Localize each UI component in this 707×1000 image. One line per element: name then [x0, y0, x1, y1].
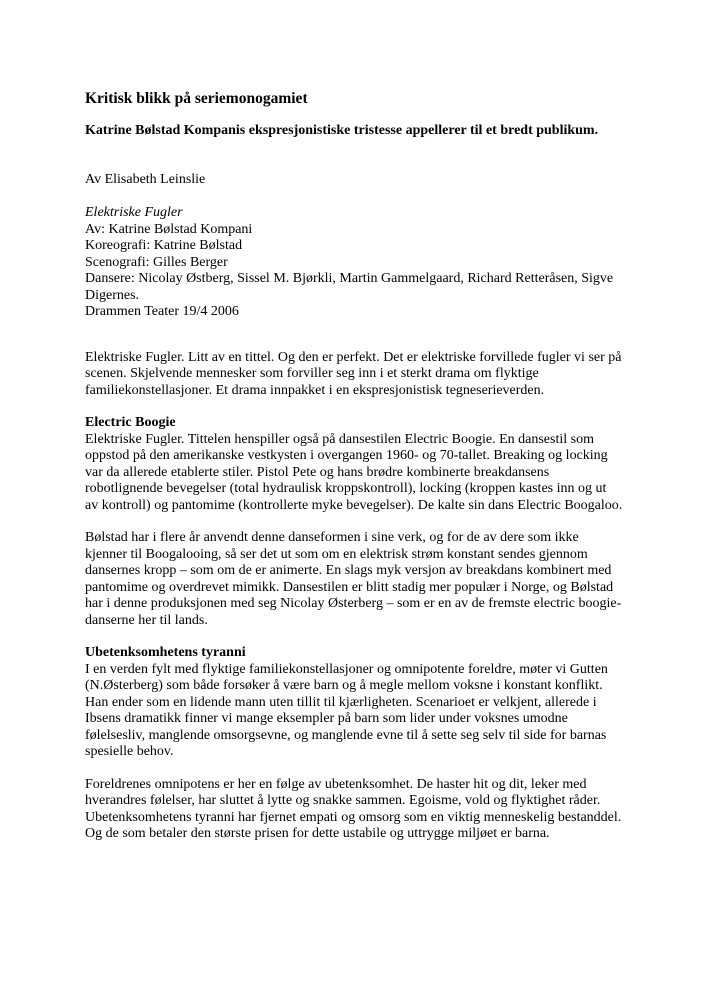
section-paragraph: Elektriske Fugler. Tittelen henspiller også på dansestilen Electric Boogie. En dansestil som oppstod på den amerikanske vestkysten i overgangen 1960- og 70-tallet. Breaking og locking var da allerede etablerte stiler. Pistol Pete og hans brødre kombinerte breakdansens robotlignende bevegelser (total hydraulisk kroppskontroll), locking (kroppen kastes inn og ut av kontroll) og pantomime (kontrollerte myke bevegelser). De kalte sin dans Electric Boogaloo. [85, 431, 623, 513]
section-heading-ubetenksomhetens-tyranni: Ubetenksomhetens tyranni [85, 645, 246, 660]
section-paragraph: Bølstad har i flere år anvendt denne danseformen i sine verk, og for de av dere som ikke kjenner til Boogalooing, så ser det ut som om en elektrisk strøm konstant sendes gjennom dansernes kropp – som om de er animerte. En slags myk versjon av breakdans kombinert med pantomime og overdrevet mimikk. Dansestilen er blitt stadig mer populær i Norge, og Bølstad har i denne produksjonen med seg Nicolay Østerberg – som er en av de fremste electric boogie-danserne her til lands. [85, 530, 622, 628]
article-byline: Av Elisabeth Leinslie [85, 171, 206, 187]
credits-scenography: Scenografi: Gilles Berger [85, 254, 228, 270]
credits-choreography: Koreografi: Katrine Bølstad [85, 238, 243, 253]
section-ubetenksomhetens-tyranni [85, 645, 623, 843]
section-paragraph: I en verden fylt med flyktige familiekonstellasjoner og omnipotente foreldre, møter vi Gutten (N.Østerberg) som både forsøker å være barn og å megle mellom voksne i konstant konflikt. Han ender som en lidende mann uten tillit til kjærligheten. Scenarioet er velkjent, allerede i Ibsens dramatikk finner vi mange eksempler på barn som lider under voksnes umodne følelsesliv, manglende omsorgsevne, og manglende evne til å sette seg selv til side for barnas spesielle behov. [85, 661, 608, 759]
article-subtitle: Katrine Bølstad Kompanis ekspresjonistiske tristesse appellerer til et bredt publikum. [85, 123, 599, 138]
credits-dancers: Dansere: Nicolay Østberg, Sissel M. Bjørkli, Martin Gammelgaard, Richard Retteråsen, Sigve Digernes. [85, 271, 614, 303]
section-electric-boogie [85, 415, 623, 629]
article-title: Kritisk blikk på seriemonogamiet [85, 90, 308, 107]
credits-block [85, 205, 623, 321]
intro-paragraph: Elektriske Fugler. Litt av en tittel. Og den er perfekt. Det er elektriske forvillede fugler vi ser på scenen. Skjelvende mennesker som forviller seg inn i et sterkt drama om flyktige familiekonstellasjoner. Et drama innpakket i en ekspresjonistisk tegneserieverden. [85, 349, 622, 398]
credits-work-title: Elektriske Fugler [85, 205, 183, 220]
credits-company: Av: Katrine Bølstad Kompani [85, 221, 253, 237]
credits-venue-date: Drammen Teater 19/4 2006 [85, 304, 239, 319]
section-heading-electric-boogie: Electric Boogie [85, 415, 176, 430]
section-paragraph: Foreldrenes omnipotens er her en følge av ubetenksomhet. De haster hit og dit, leker med hverandres følelser, har sluttet å lytte og snakke sammen. Egoisme, vold og flyktighet råder. Ubetenksomhetens tyranni har fjernet empati og omsorg som en viktig menneskelig bestanddel. Og de som betaler den største prisen for dette ustabile og uttrygge miljøet er barna. [85, 776, 622, 841]
